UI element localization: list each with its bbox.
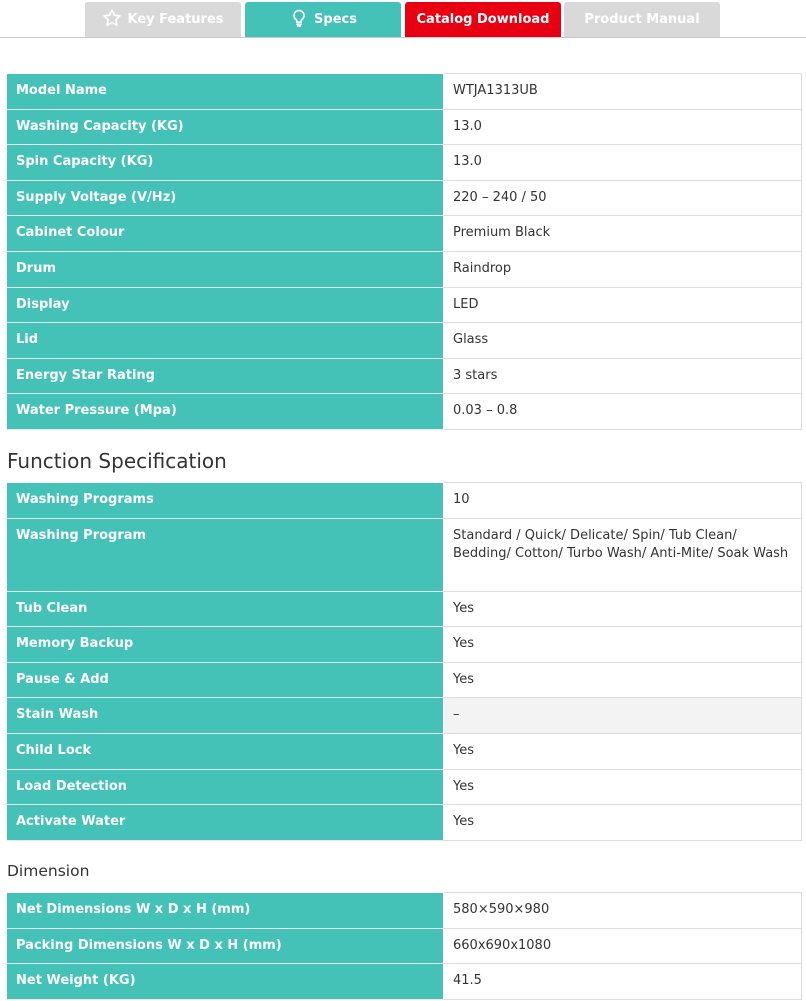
spec-value: 10 bbox=[444, 483, 802, 519]
spec-row bbox=[8, 251, 802, 287]
spec-value: LED bbox=[444, 287, 802, 323]
spec-label: Water Pressure (Mpa) bbox=[8, 394, 444, 430]
spec-row bbox=[8, 109, 802, 145]
spec-value: 13.0 bbox=[444, 145, 802, 181]
spec-row bbox=[8, 358, 802, 394]
spec-label: Display bbox=[8, 287, 444, 323]
lightbulb-icon bbox=[289, 8, 309, 32]
spec-row bbox=[8, 928, 802, 964]
spec-value: Raindrop bbox=[444, 251, 802, 287]
spec-row bbox=[8, 662, 802, 698]
spec-value: 3 stars bbox=[444, 358, 802, 394]
spec-label: Washing Capacity (KG) bbox=[8, 109, 444, 145]
function-specification-heading: Function Specification bbox=[7, 449, 227, 473]
spec-label: Lid bbox=[8, 323, 444, 359]
spec-row bbox=[8, 591, 802, 627]
tab-bar bbox=[0, 0, 806, 38]
function-spec-table bbox=[7, 482, 802, 841]
spec-value: Yes bbox=[444, 662, 802, 698]
spec-value: 220 – 240 / 50 bbox=[444, 180, 802, 216]
spec-label: Washing Program bbox=[8, 518, 444, 591]
spec-value: Glass bbox=[444, 323, 802, 359]
spec-value: Standard / Quick/ Delicate/ Spin/ Tub Clean/ Bedding/ Cotton/ Turbo Wash/ Anti-Mite/ Soak Wash bbox=[444, 518, 802, 591]
dimension-spec-table bbox=[7, 892, 802, 1000]
tab-key-features[interactable] bbox=[85, 2, 241, 37]
spec-row bbox=[8, 394, 802, 430]
spec-row bbox=[8, 180, 802, 216]
spec-label: Child Lock bbox=[8, 733, 444, 769]
spec-row bbox=[8, 805, 802, 841]
spec-label: Memory Backup bbox=[8, 627, 444, 663]
dimension-heading: Dimension bbox=[7, 862, 90, 880]
spec-row bbox=[8, 518, 802, 591]
spec-label: Load Detection bbox=[8, 769, 444, 805]
spec-row bbox=[8, 893, 802, 929]
spec-label: Net Weight (KG) bbox=[8, 964, 444, 1000]
spec-row bbox=[8, 733, 802, 769]
tab-catalog-download[interactable] bbox=[405, 2, 561, 37]
star-icon bbox=[102, 8, 122, 32]
spec-value: – bbox=[444, 698, 802, 734]
tab-specs[interactable] bbox=[245, 2, 401, 37]
spec-value: Yes bbox=[444, 733, 802, 769]
spec-value: 13.0 bbox=[444, 109, 802, 145]
spec-label: Cabinet Colour bbox=[8, 216, 444, 252]
spec-label: Washing Programs bbox=[8, 483, 444, 519]
spec-label: Packing Dimensions W x D x H (mm) bbox=[8, 928, 444, 964]
general-spec-table bbox=[7, 73, 802, 430]
spec-value: Yes bbox=[444, 769, 802, 805]
spec-value: Yes bbox=[444, 591, 802, 627]
tab-specs-label: Specs bbox=[314, 12, 357, 27]
spec-row bbox=[8, 323, 802, 359]
spec-label: Stain Wash bbox=[8, 698, 444, 734]
spec-row bbox=[8, 964, 802, 1000]
spec-label: Energy Star Rating bbox=[8, 358, 444, 394]
spec-value: Yes bbox=[444, 627, 802, 663]
spec-label: Pause & Add bbox=[8, 662, 444, 698]
spec-row bbox=[8, 145, 802, 181]
tab-catalog-download-label: Catalog Download bbox=[416, 12, 550, 27]
spec-label: Drum bbox=[8, 251, 444, 287]
tab-product-manual[interactable] bbox=[564, 2, 720, 37]
spec-row bbox=[8, 769, 802, 805]
spec-label: Model Name bbox=[8, 74, 444, 110]
spec-row bbox=[8, 698, 802, 734]
spec-row bbox=[8, 627, 802, 663]
spec-value: WTJA1313UB bbox=[444, 74, 802, 110]
spec-value: 0.03 – 0.8 bbox=[444, 394, 802, 430]
spec-value: 580×590×980 bbox=[444, 893, 802, 929]
spec-value: Premium Black bbox=[444, 216, 802, 252]
spec-label: Spin Capacity (KG) bbox=[8, 145, 444, 181]
spec-row bbox=[8, 483, 802, 519]
spec-label: Supply Voltage (V/Hz) bbox=[8, 180, 444, 216]
spec-value: 660x690x1080 bbox=[444, 928, 802, 964]
spec-row bbox=[8, 287, 802, 323]
spec-label: Net Dimensions W x D x H (mm) bbox=[8, 893, 444, 929]
spec-row bbox=[8, 74, 802, 110]
tab-key-features-label: Key Features bbox=[127, 12, 224, 27]
spec-row bbox=[8, 216, 802, 252]
spec-label: Activate Water bbox=[8, 805, 444, 841]
spec-value: 41.5 bbox=[444, 964, 802, 1000]
spec-label: Tub Clean bbox=[8, 591, 444, 627]
spec-value: Yes bbox=[444, 805, 802, 841]
tab-product-manual-label: Product Manual bbox=[584, 12, 700, 27]
